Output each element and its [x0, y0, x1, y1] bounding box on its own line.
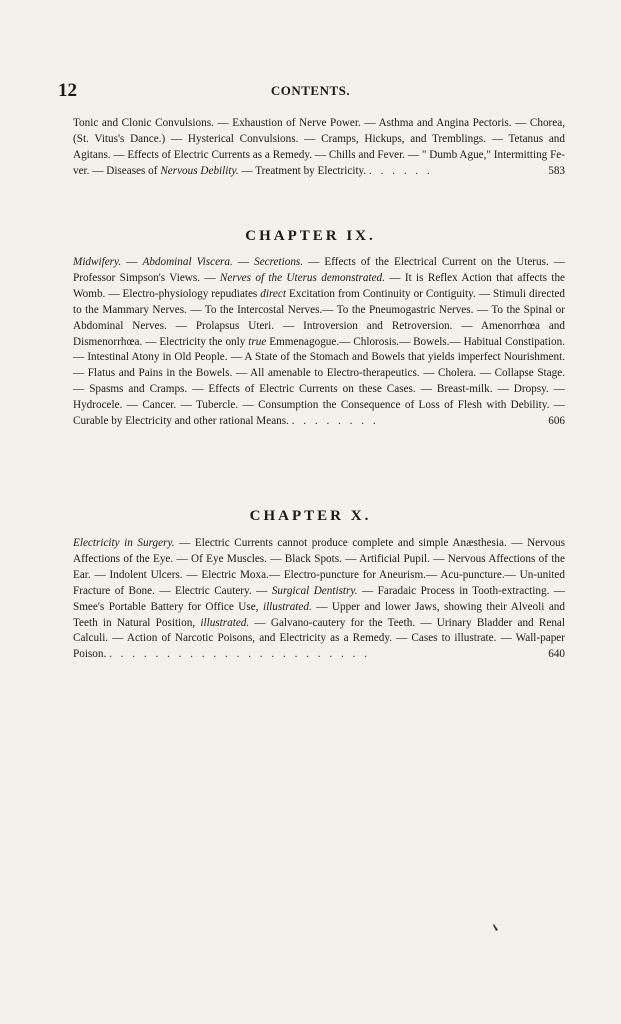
italic-phrase: Secretions. — [254, 256, 304, 268]
italic-phrase: Electricity in Surgery. — [73, 537, 175, 549]
summary-text: Emmenagogue.— Chlorosis.— Bowels.— Habitual Constipation.— Intestinal Atony in Old People. — A State of the Stomach and Bowels that yields imperfect Nourishment. — Flatus and Pains in the Bowels. — All amenable to Electro-therapeutics. — Cholera. — Collapse Stage. — Spasms and Cramps. — Effects of Electric Currents on these Cases. — Breast-milk. — Dropsy. — Hydrocele. — Cancer. — Tubercle. — Consumption the Consequence of Loss of Flesh with Debility. — Curable by Electricity and other rational Means. — [73, 335, 566, 428]
chapter-x-paragraph — [73, 536, 565, 663]
summary-text: Excitation from Continuity or Contiguity. — Stimuli directed to the Mammary Nerves. — To the Intercostal Nerves.— To the Pneumogastric Nerves. — To the Spinal or Abdominal Nerves. — Prolapsus Uteri. — Introversion and Retroversion. — Amenorrhœa and Dismenorrhœa. — Electricity the only — [73, 287, 565, 348]
continuation-italic: Nervous Debility. — [160, 164, 239, 177]
ink-speck-mark — [493, 924, 499, 931]
chapter-ix-summary — [73, 256, 565, 427]
summary-text: — Effects of the Electrical Current on the Uterus. — Professor Simpson's Views. — — [73, 256, 565, 284]
italic-phrase: illustrated. — [200, 616, 250, 629]
chapter-ix-heading: CHAPTER IX. — [245, 228, 376, 244]
chapter-x-heading: CHAPTER X. — [249, 508, 372, 524]
italic-phrase: Abdominal Viscera. — [142, 256, 233, 268]
italic-phrase: true — [248, 335, 267, 348]
summary-text: — Faradaic Process in Tooth-extracting. — Smee's Portable Battery for Office Use, — [73, 584, 565, 613]
continuation-text: Tonic and Clonic Convulsions. — Exhaustion of Nerve Power. — Asthma and Angina Pectoris. — Chorea, (St. Vitus's Dance.) — Hysterical Convulsions. — Cramps, Hickups, and Tremblings. — Tetanus and Agitans. — Effects of Electric Currents as a Remedy. — Chills and Fever. — " Dumb Ague," Intermitting Fever. — Diseases of — [73, 117, 565, 177]
summary-text: — It is Reflex Action that affects the Womb. — Electro-physiology repudiates — [73, 271, 565, 300]
page-reference: 640 — [548, 648, 565, 661]
chapter-ix-paragraph — [73, 255, 565, 430]
summary-text: — Electric Currents cannot produce complete and simple Anæsthesia. — Nervous Affections of the Eye. — Of Eye Muscles. — Black Spots. — Artificial Pupil. — Nervous Affections of the Ear. — Indolent Ulcers. — Electric Moxa.— Electro-puncture for Aneurism.— Acu-puncture.— Un-united Fracture of Bone. — Electric Cautery. — — [73, 537, 565, 597]
page-number: 12 — [58, 80, 77, 101]
dot-leader: . . . . . . . . . . . . . . . . . . . . . . . — [109, 648, 370, 661]
chapter-x-entry — [73, 536, 565, 663]
summary-text: — Galvano-cautery for the Teeth. — Urinary Bladder and Renal Calculi. — Action of Narcotic Poisons, and Electricity as a Remedy. — Cases to illustrate. — Wall-paper Poison. — [73, 616, 565, 661]
continuation-tail: — Treatment by Electricity. — [238, 164, 367, 177]
dot-leader: . . . . . . . . — [291, 415, 379, 428]
running-title: CONTENTS. — [270, 83, 351, 98]
italic-phrase: direct — [260, 287, 286, 300]
continuation-paragraph — [73, 116, 565, 180]
italic-phrase: Midwifery. — [73, 256, 122, 268]
summary-text: — — [232, 256, 255, 268]
summary-text: — — [121, 256, 143, 268]
italic-phrase: Surgical Dentistry. — [271, 584, 358, 597]
continuation-entry — [73, 116, 565, 180]
italic-phrase: Nerves of the Uterus demonstrated. — [219, 271, 385, 284]
chapter-x-summary — [73, 537, 565, 660]
chapter-ix-entry — [73, 255, 565, 430]
page-reference: 583 — [548, 164, 565, 177]
dot-leader: . . . . . . — [369, 164, 433, 177]
summary-text: — Upper and lower Jaws, showing their Alveoli and Teeth in Natural Position, — [73, 600, 565, 629]
page-reference: 606 — [548, 415, 565, 428]
italic-phrase: illustrated. — [262, 600, 312, 613]
